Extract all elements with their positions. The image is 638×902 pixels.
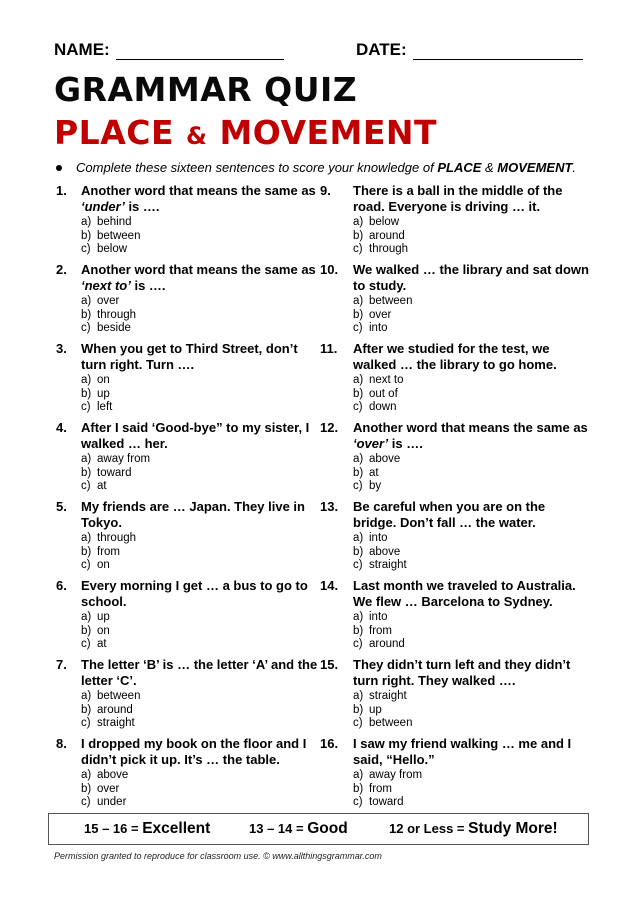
stem-text: After I said ‘Good-bye” to my sister, I walked … her. [81,420,310,451]
option-letter: c) [353,322,363,334]
answer-option[interactable] [353,309,590,323]
stem-emphasis: ‘next to’ [81,278,131,293]
option-text: under [97,796,127,808]
option-text: at [97,480,107,492]
answer-options [81,374,326,415]
question-stem [353,657,590,689]
question-stem [353,736,590,768]
name-label: NAME: [54,40,110,59]
option-letter: a) [353,295,364,307]
question-number: 13. [320,499,339,514]
answer-option[interactable] [81,625,326,639]
score-label: Good [307,820,348,837]
instruction-text: Complete these sixteen sentences to score your knowledge of [76,160,438,175]
option-letter: a) [353,453,364,465]
option-letter: b) [353,782,364,795]
option-letter: c) [81,243,91,255]
option-letter: b) [81,229,92,242]
option-text: down [369,401,397,413]
option-letter: b) [81,308,92,321]
answer-options [353,690,590,731]
option-text: toward [369,796,404,808]
question-item [320,736,590,815]
answer-options [353,611,590,652]
question-number: 16. [320,736,339,751]
answer-option[interactable] [353,704,590,718]
option-text: by [369,480,382,492]
question-item [320,183,590,262]
option-text: around [369,229,405,242]
score-label: Excellent [142,820,211,837]
answer-option[interactable] [81,467,326,481]
answer-option[interactable] [353,230,590,244]
stem-text-end: is …. [124,199,160,214]
answer-option[interactable] [81,401,326,415]
option-letter: a) [353,216,364,228]
option-text: away from [369,769,423,781]
answer-option[interactable] [81,532,326,546]
stem-text: When you get to Third Street, don’t turn right. Turn …. [81,341,298,372]
answer-option[interactable] [81,783,326,797]
answer-options [353,532,590,573]
question-item [320,341,590,420]
page-title: GRAMMAR QUIZ [54,70,358,109]
option-letter: b) [353,624,364,637]
option-text: between [97,690,141,702]
stem-text-end: is …. [388,436,423,451]
date-field[interactable] [356,40,583,60]
question-number: 1. [56,183,67,198]
option-letter: b) [81,782,92,795]
answer-option[interactable] [353,690,590,704]
answer-option[interactable] [353,388,590,402]
date-blank-line[interactable] [413,43,583,60]
question-stem [81,736,326,768]
question-stem [81,420,326,452]
stem-text: Another word that means the same as [353,420,588,435]
option-letter: a) [353,532,364,544]
option-text: below [369,216,400,228]
stem-emphasis: ‘over’ [353,436,389,451]
answer-option[interactable] [353,625,590,639]
option-text: on [97,559,110,571]
answer-option[interactable] [81,243,326,257]
instruction-emphasis-movement: MOVEMENT [497,160,573,175]
option-letter: c) [353,243,363,255]
question-number: 2. [56,262,67,277]
option-text: over [369,308,392,321]
score-label: Study More! [468,820,558,837]
stem-text: The letter ‘B’ is … the letter ‘A’ and the letter ‘C’. [81,657,318,688]
answer-option[interactable] [81,230,326,244]
option-letter: a) [353,690,364,702]
question-number: 5. [56,499,67,514]
option-letter: b) [353,387,364,400]
question-stem [353,341,590,373]
stem-text: We walked … the library and sat down to study. [353,262,589,293]
option-letter: c) [81,480,91,492]
question-stem [81,657,326,689]
answer-option[interactable] [81,216,326,230]
option-letter: a) [81,295,92,307]
subtitle-part2: MOVEMENT [207,113,438,152]
option-letter: b) [353,703,364,716]
option-text: toward [97,466,132,479]
question-stem [81,578,326,610]
question-item [56,420,326,499]
answer-option[interactable] [81,559,326,573]
answer-option[interactable] [81,769,326,783]
option-text: straight [369,690,407,702]
option-text: on [97,374,110,386]
answer-options [353,769,590,810]
instruction [54,160,576,175]
question-item [56,657,326,736]
answer-option[interactable] [81,690,326,704]
page-subtitle [54,112,437,157]
question-stem [81,341,326,373]
date-label: DATE: [356,40,407,59]
option-text: above [369,453,401,465]
option-text: into [369,322,388,334]
option-letter: a) [353,769,364,781]
answer-option[interactable] [353,322,590,336]
question-stem [81,183,326,215]
option-text: straight [369,559,407,571]
option-text: up [369,703,382,716]
option-letter: c) [81,401,91,413]
stem-text: There is a ball in the middle of the road. Everyone is driving … it. [353,183,563,214]
option-letter: a) [81,453,92,465]
answer-option[interactable] [353,401,590,415]
option-text: away from [97,453,151,465]
answer-option[interactable] [81,295,326,309]
answer-option[interactable] [353,453,590,467]
option-letter: a) [81,690,92,702]
answer-option[interactable] [81,717,326,731]
answer-option[interactable] [81,453,326,467]
option-letter: a) [353,611,364,623]
option-text: behind [97,216,132,228]
answer-option[interactable] [81,638,326,652]
question-item [320,420,590,499]
answer-options [81,295,326,336]
option-text: straight [97,717,135,729]
option-letter: c) [353,559,363,571]
question-item [320,578,590,657]
subtitle-part1: PLACE [54,113,187,152]
answer-option[interactable] [81,322,326,336]
option-text: above [369,545,401,558]
answer-option[interactable] [81,611,326,625]
option-letter: b) [81,466,92,479]
answer-option[interactable] [353,783,590,797]
answer-option[interactable] [81,374,326,388]
option-text: at [369,466,379,479]
question-stem [81,262,326,294]
option-letter: a) [81,611,92,623]
question-stem [353,499,590,531]
question-stem [353,183,590,215]
option-letter: a) [81,216,92,228]
stem-text-end: is …. [130,278,166,293]
option-letter: b) [353,466,364,479]
question-item [56,736,326,815]
option-letter: c) [353,796,363,808]
option-text: beside [97,322,131,334]
answer-option[interactable] [81,546,326,560]
question-stem [353,262,590,294]
answer-option[interactable] [353,243,590,257]
option-letter: b) [353,308,364,321]
score-good [249,820,348,838]
answer-option[interactable] [353,796,590,810]
option-text: between [369,717,413,729]
stem-text: Last month we traveled to Australia. We flew … Barcelona to Sydney. [353,578,576,609]
answer-option[interactable] [353,467,590,481]
answer-option[interactable] [81,704,326,718]
answer-options [81,453,326,494]
answer-option[interactable] [353,532,590,546]
option-text: up [97,611,110,623]
answer-options [353,295,590,336]
question-stem [81,499,326,531]
instruction-emphasis-place: PLACE [437,160,482,175]
option-text: out of [369,387,398,400]
answer-options [81,769,326,810]
question-number: 3. [56,341,67,356]
question-number: 7. [56,657,67,672]
option-text: into [369,611,388,623]
option-letter: b) [353,229,364,242]
answer-option[interactable] [353,717,590,731]
option-letter: a) [81,374,92,386]
answer-options [81,690,326,731]
answer-option[interactable] [353,546,590,560]
option-letter: c) [81,322,91,334]
option-letter: c) [81,559,91,571]
score-range: 12 or Less = [389,821,469,836]
scoring-box [48,813,589,845]
option-letter: b) [353,545,364,558]
question-item [320,499,590,578]
option-letter: a) [81,769,92,781]
option-text: through [97,532,137,544]
name-blank-line[interactable] [116,43,284,60]
stem-text: I saw my friend walking … me and I said, “Hello.” [353,736,572,767]
option-text: from [369,782,392,795]
question-item [56,183,326,262]
footer-permission: Permission granted to reproduce for classroom use. © www.allthingsgrammar.com [54,851,382,861]
question-item [56,262,326,341]
answer-options [81,532,326,573]
question-number: 6. [56,578,67,593]
option-text: around [97,703,133,716]
question-item [56,341,326,420]
option-text: over [97,295,120,307]
instruction-period: . [572,160,577,175]
option-text: through [97,308,137,321]
answer-option[interactable] [353,216,590,230]
question-item [56,578,326,657]
question-number: 9. [320,183,331,198]
question-stem [353,578,590,610]
questions-column-right [320,183,590,815]
score-range: 13 – 14 = [249,821,308,836]
subtitle-ampersand: & [186,122,208,150]
question-number: 14. [320,578,339,593]
stem-text: Be careful when you are on the bridge. Don’t fall … the water. [353,499,546,530]
answer-option[interactable] [353,480,590,494]
answer-options [81,611,326,652]
option-text: around [369,638,405,650]
option-letter: c) [353,717,363,729]
option-text: into [369,532,388,544]
option-letter: b) [81,545,92,558]
answer-options [353,216,590,257]
stem-text: After we studied for the test, we walked … the library to go home. [353,341,557,372]
stem-text: They didn’t turn left and they didn’t turn right. They walked …. [353,657,571,688]
question-number: 12. [320,420,339,435]
score-range: 15 – 16 = [84,821,143,836]
option-text: from [369,624,392,637]
question-number: 10. [320,262,339,277]
answer-options [353,374,590,415]
answer-option[interactable] [81,480,326,494]
option-letter: c) [81,717,91,729]
option-text: from [97,545,120,558]
answer-option[interactable] [81,309,326,323]
option-text: above [97,769,129,781]
stem-text: Another word that means the same as [81,183,316,198]
option-text: between [369,295,413,307]
question-number: 11. [320,341,338,356]
score-study-more [389,820,558,838]
option-letter: c) [81,638,91,650]
answer-option[interactable] [353,638,590,652]
questions-column-left [56,183,326,815]
option-text: left [97,401,113,413]
option-text: on [97,624,110,637]
option-letter: b) [81,387,92,400]
option-text: over [97,782,120,795]
question-item [56,499,326,578]
name-field[interactable] [54,40,284,60]
option-text: up [97,387,110,400]
option-letter: b) [81,703,92,716]
question-number: 4. [56,420,67,435]
option-text: between [97,229,141,242]
option-letter: a) [353,374,364,386]
header-row [54,40,586,66]
stem-text: I dropped my book on the floor and I didn’t pick it up. It’s … the table. [81,736,307,767]
option-text: at [97,638,107,650]
option-text: through [369,243,409,255]
option-letter: c) [81,796,91,808]
answer-option[interactable] [353,611,590,625]
option-letter: c) [353,480,363,492]
option-letter: a) [81,532,92,544]
option-text: next to [369,374,404,386]
answer-option[interactable] [81,388,326,402]
stem-text: Another word that means the same as [81,262,316,277]
option-letter: c) [353,401,363,413]
option-letter: c) [353,638,363,650]
question-stem [353,420,590,452]
score-excellent [84,820,210,838]
answer-options [81,216,326,257]
question-item [320,657,590,736]
answer-option[interactable] [353,295,590,309]
answer-option[interactable] [353,559,590,573]
option-letter: b) [81,624,92,637]
question-number: 15. [320,657,339,672]
stem-emphasis: ‘under’ [81,199,125,214]
option-text: below [97,243,128,255]
stem-text: Every morning I get … a bus to go to school. [81,578,308,609]
answer-option[interactable] [353,374,590,388]
answer-option[interactable] [81,796,326,810]
question-number: 8. [56,736,67,751]
bullet-icon [56,165,62,171]
answer-option[interactable] [353,769,590,783]
stem-text: My friends are … Japan. They live in Tokyo. [81,499,305,530]
question-item [320,262,590,341]
instruction-ampersand: & [481,160,498,175]
answer-options [353,453,590,494]
